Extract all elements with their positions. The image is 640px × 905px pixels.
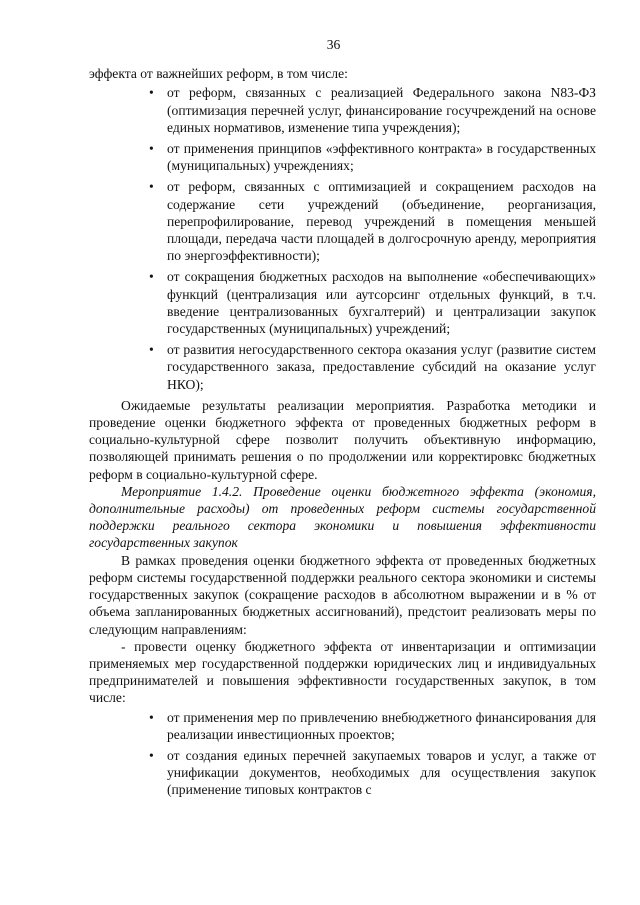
- list-item: [89, 747, 596, 799]
- list-item: [89, 709, 596, 743]
- bullet-icon: •: [149, 179, 154, 195]
- bullet-icon: •: [149, 141, 154, 157]
- page-number: 36: [326, 37, 341, 52]
- list-item-text: от применения принципов «эффективного контракта» в государственных (муниципальных) учреждениях;: [167, 141, 596, 174]
- list-item: [89, 140, 596, 174]
- list-item: [89, 178, 596, 264]
- list-item-text: от применения мер по привлечению внебюджетного финансирования для реализации инвестиционных проектов;: [167, 709, 596, 742]
- framework-paragraph: В рамках проведения оценки бюджетного эффекта от проведенных бюджетных реформ системы государственной поддержки реального сектора экономики и системы государственных закупок (сокращение расходов в абсолютном выражении и в % от объема запланированных бюджетных ассигнований), предстоит реализовать меры по следующим направлениям:: [89, 552, 596, 637]
- bullet-icon: •: [149, 747, 154, 763]
- bullet-icon: •: [149, 709, 154, 725]
- measure-heading: Мероприятие 1.4.2. Проведение оценки бюджетного эффекта (экономия, дополнительные расходы) от проведенных реформ системы государственной поддержки реального сектора экономики и повышения эффективности государственных закупок: [89, 483, 596, 551]
- list-item-text: от создания единых перечней закупаемых товаров и услуг, а также от унификации документов, необходимых для осуществления закупок (применение типовых контрактов с: [167, 747, 596, 798]
- list-item-text: от развития негосударственного сектора оказания услуг (развитие систем государственного заказа, предоставление субсидий на оказание услуг НКО);: [167, 342, 596, 392]
- assessment-paragraph: - провести оценку бюджетного эффекта от инвентаризации и оптимизации применяемых мер государственной поддержки юридических лиц и индивидуальных предпринимателей и повышения эффективности государственных закупок, в том числе:: [89, 638, 596, 706]
- reform-effects-list: [89, 84, 596, 392]
- bullet-icon: •: [149, 269, 154, 285]
- expected-results-paragraph: Ожидаемые результаты реализации мероприятия. Разработка методики и проведение оценки бюджетного эффекта от проведенных бюджетных реформ в социально-культурной сфере позволит получить объективную информацию, позволяющей принимать решения о по продолжении или корректировкс бюджетных реформ в социально-культурной сфере.: [89, 397, 596, 482]
- list-item-text: от реформ, связанных с оптимизацией и сокращением расходов на содержание сети учреждений (объединение, реорганизация, перепрофилирование, перевод учреждений в помещения меньшей площади, передача части площадей в долгосрочную аренду, мероприятия по энергоэффективности);: [167, 179, 596, 264]
- list-item: [89, 341, 596, 393]
- procurement-effects-list: [89, 709, 596, 799]
- bullet-icon: •: [149, 342, 154, 358]
- bullet-icon: •: [149, 85, 154, 101]
- list-item-text: от сокращения бюджетных расходов на выполнение «обеспечивающих» функций (централизация или аутсорсинг отдельных функций, в т.ч. введение централизованных бухгалтерий) и централизации закупок государственных (муниципальных) учреждений;: [167, 269, 596, 337]
- intro-paragraph: эффекта от важнейших реформ, в том числе:: [89, 66, 348, 82]
- list-item: [89, 268, 596, 337]
- list-item: [89, 84, 596, 136]
- list-item-text: от реформ, связанных с реализацией Федерального закона N83-ФЗ (оптимизация перечней услуг, финансирование госучреждений на основе единых нормативов, изменение типа учреждения);: [167, 85, 596, 135]
